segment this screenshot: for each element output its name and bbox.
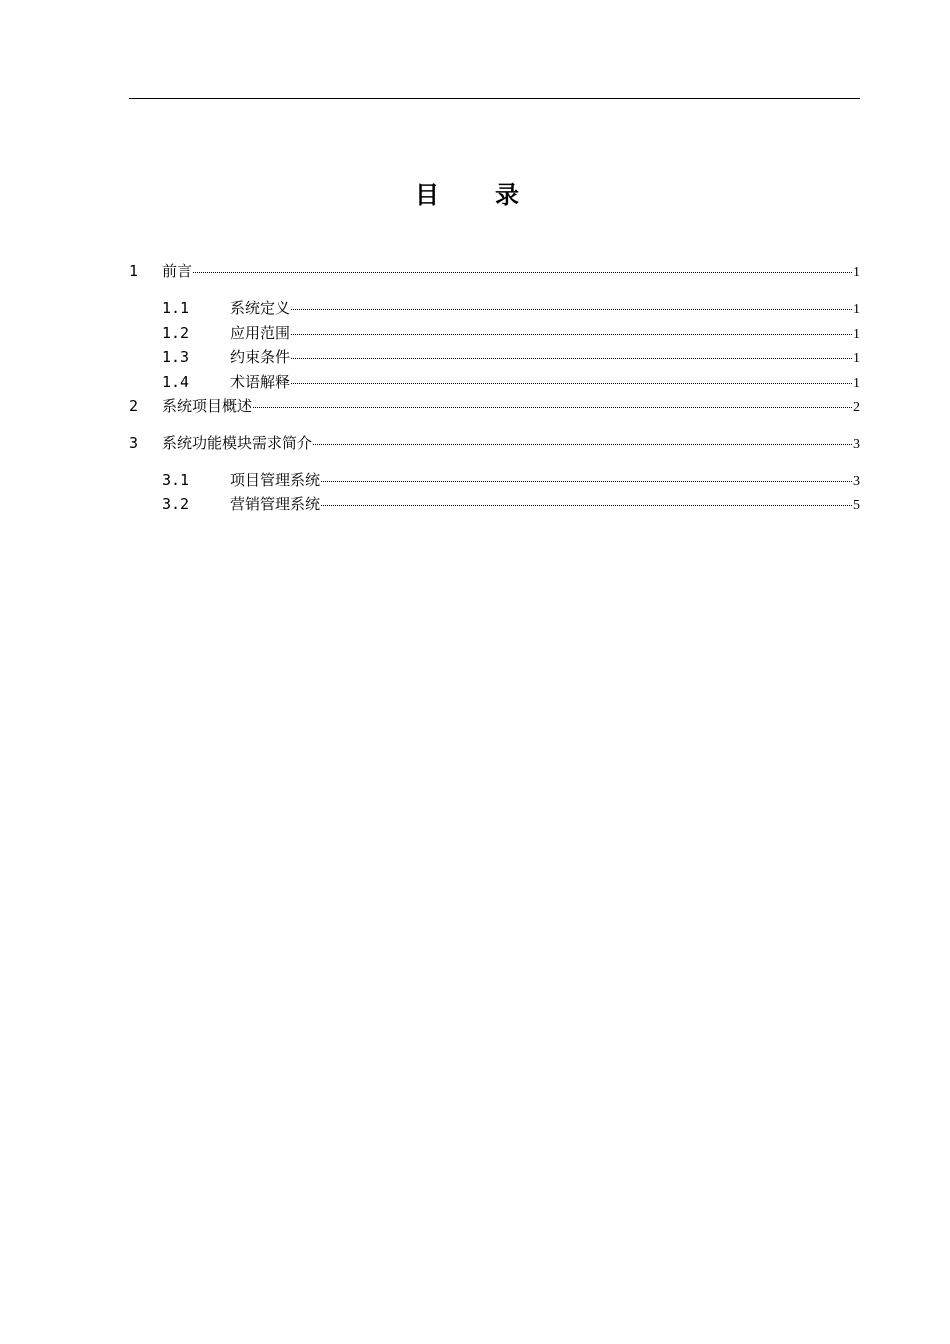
- toc-entry[interactable]: [162, 372, 860, 392]
- toc-entry-page: 5: [853, 498, 860, 513]
- toc-entry-number: 1.2: [162, 324, 190, 342]
- toc-dot-leader: [313, 444, 852, 445]
- toc-entry-label: 约束条件: [230, 348, 291, 366]
- toc-entry-page: 1: [853, 327, 860, 342]
- toc-dot-leader: [321, 505, 852, 506]
- toc-entry-label: 系统项目概述: [162, 397, 253, 415]
- toc-entry-page: 3: [853, 474, 860, 489]
- toc-entry[interactable]: [162, 470, 860, 490]
- toc-dot-leader: [291, 309, 852, 310]
- toc-entry-label: 术语解释: [230, 373, 291, 391]
- toc-entry-number: 3.1: [162, 471, 190, 489]
- toc-entry-label: 应用范围: [230, 324, 291, 342]
- toc-entry-number: 1: [129, 262, 139, 280]
- toc-entry-page: 1: [853, 351, 860, 366]
- toc-entry-number: 2: [129, 397, 139, 415]
- toc-entry[interactable]: [129, 433, 860, 453]
- toc-entry-number: 3.2: [162, 495, 190, 513]
- toc-entry[interactable]: [162, 494, 860, 514]
- toc-entry-page: 1: [853, 265, 860, 280]
- toc-entry[interactable]: [129, 396, 860, 416]
- toc-entry[interactable]: [162, 298, 860, 318]
- toc-entry[interactable]: [129, 261, 860, 281]
- toc-entry[interactable]: [162, 347, 860, 367]
- toc-dot-leader: [291, 334, 852, 335]
- toc-entry-number: 1.4: [162, 373, 190, 391]
- toc-entry-label: 系统功能模块需求简介: [162, 434, 313, 452]
- toc-entry-label: 系统定义: [230, 299, 291, 317]
- toc-dot-leader: [253, 407, 852, 408]
- toc-dot-leader: [291, 358, 852, 359]
- toc-entry-number: 3: [129, 434, 139, 452]
- toc-title: 目录: [415, 181, 575, 209]
- toc-entry-label: 前言: [162, 262, 193, 280]
- header-rule: [129, 98, 860, 99]
- toc-entry-label: 项目管理系统: [230, 471, 321, 489]
- toc-dot-leader: [193, 272, 852, 273]
- toc-dot-leader: [321, 481, 852, 482]
- toc-entry-page: 1: [853, 302, 860, 317]
- toc-entry[interactable]: [162, 323, 860, 343]
- toc-dot-leader: [291, 383, 852, 384]
- toc-entry-page: 2: [853, 400, 860, 415]
- toc-entry-number: 1.1: [162, 299, 190, 317]
- toc-entry-label: 营销管理系统: [230, 495, 321, 513]
- toc-entry-page: 1: [853, 376, 860, 391]
- toc-entry-page: 3: [853, 437, 860, 452]
- toc-entry-number: 1.3: [162, 348, 190, 366]
